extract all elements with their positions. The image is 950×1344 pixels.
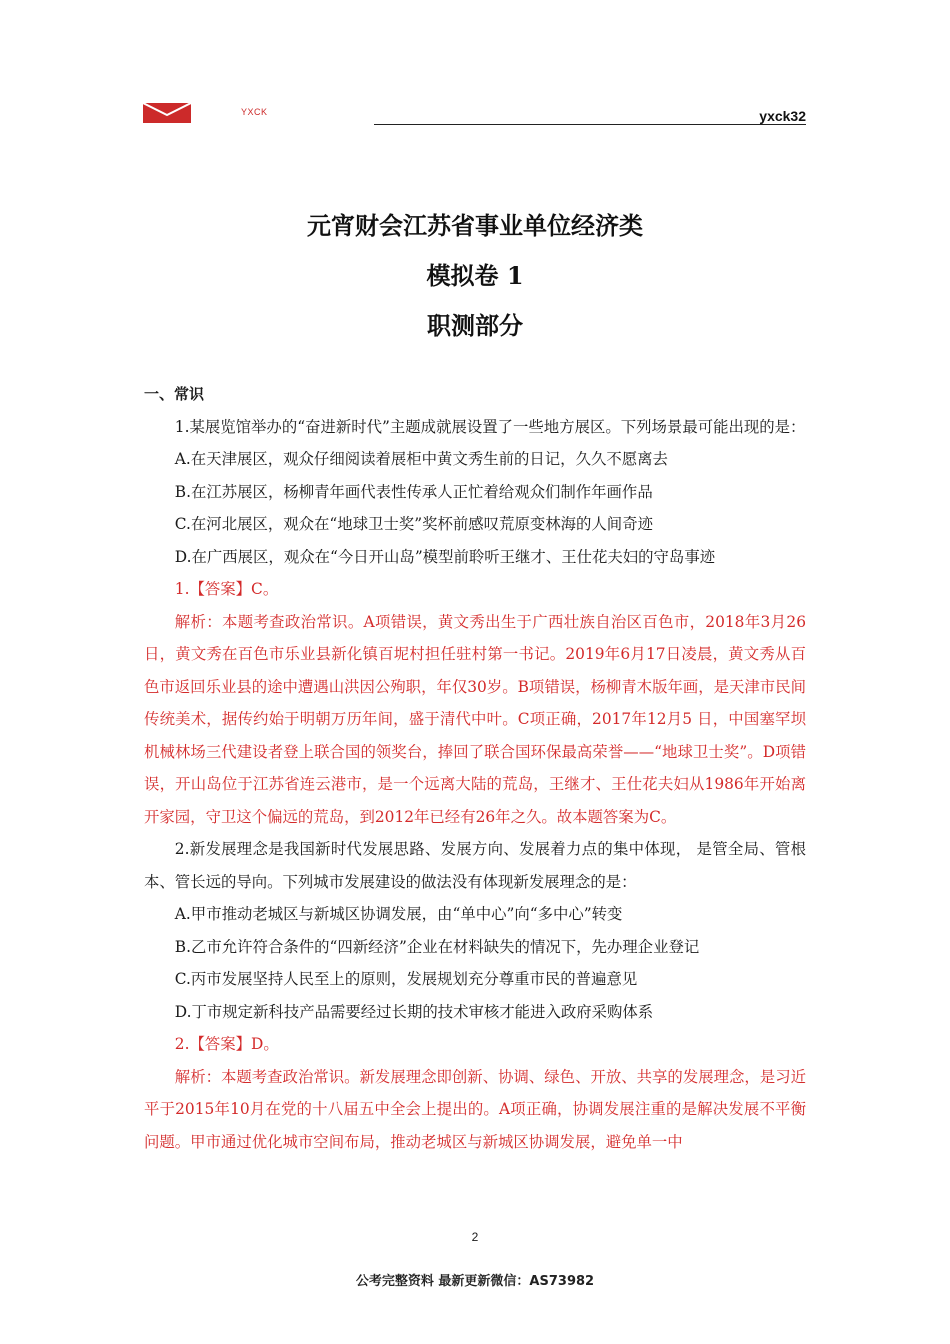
document-subtitle: 模拟卷 1	[426, 261, 524, 290]
footer-note: 公考完整资料 最新更新微信：AS73982	[355, 1274, 595, 1289]
question-1-option-b: B.在江苏展区，杨柳青年画代表性传承人正忙着给观众们制作年画作品	[174, 482, 653, 501]
question-1-option-c: C.在河北展区，观众在“地球卫士奖”奖杯前感叹荒原变林海的人间奇迹	[174, 515, 653, 533]
brand-logo	[143, 103, 191, 123]
document-body	[144, 378, 806, 1158]
section-title: 一、常识	[144, 385, 205, 403]
question-2-answer: 2.【答案】D。	[174, 1035, 279, 1053]
document-title: 元宵财会江苏省事业单位经济类	[307, 211, 643, 240]
page-number: 2	[471, 1230, 479, 1244]
question-1-option-d: D.在广西展区，观众在“今日开山岛”模型前聆听王继才、王仕花夫妇的守岛事迹	[174, 547, 716, 566]
question-2-option-b: B.乙市允许符合条件的“四新经济”企业在材料缺失的情况下，先办理企业登记	[174, 937, 700, 956]
logo-text: YXCK	[241, 107, 268, 117]
question-2-option-a: A.甲市推动老城区与新城区协调发展，由“单中心”向“多中心”转变	[174, 905, 623, 923]
question-2-option-c: C.丙市发展坚持人民至上的原则，发展规划充分尊重市民的普遍意见	[174, 970, 638, 988]
header-rule	[374, 124, 806, 125]
section-heading: 职测部分	[427, 311, 523, 340]
question-1-explanation: 解析：本题考查政治常识。A项错误，黄文秀出生于广西壮族自治区百色市，2018年3月26日，黄文秀在百色市乐业县新化镇百坭村担任驻村第一书记。2019年6月17日凌晨，黄文秀从百色市返回乐业县的途中遭遇山洪因公殉职，年仅30岁。B项错误，杨柳青木版年画，是天津市民间传统美术，据传约始于明朝万历年间，盛于清代中叶。C项正确，2017年12月5 日，中国塞罕坝机械林场三代建设者登上联合国的领奖台，捧回了联合国环保最高荣誉——“地球卫士奖”。D项错误，开山岛位于江苏省连云港市，是一个远离大陆的荒岛，王继才、王仕花夫妇从1986年开始离开家园，守卫这个偏远的荒岛，到2012年已经有26年之久。故本题答案为C。	[144, 612, 806, 826]
question-1-option-a: A.在天津展区，观众仔细阅读着展柜中黄文秀生前的日记，久久不愿离去	[174, 450, 668, 468]
question-2-stem: 2.新发展理念是我国新时代发展思路、发展方向、发展着力点的集中体现， 是管全局、管根本、管长远的导向。下列城市发展建设的做法没有体现新发展理念的是：	[144, 840, 806, 891]
question-1-stem: 1.某展览馆举办的“奋进新时代”主题成就展设置了一些地方展区。下列场景最可能出现的是：	[174, 417, 806, 436]
question-2-explanation: 解析：本题考查政治常识。新发展理念即创新、协调、绿色、开放、共享的发展理念，是习近平于2015年10月在党的十八届五中全会上提出的。A项正确，协调发展注重的是解决发展不平衡问题。甲市通过优化城市空间布局，推动老城区与新城区协调发展，避免单一中	[144, 1067, 806, 1151]
document-code: yxck32	[759, 108, 806, 124]
question-2-option-d: D.丁市规定新科技产品需要经过长期的技术审核才能进入政府采购体系	[174, 1002, 654, 1021]
question-1-answer: 1.【答案】C。	[174, 580, 279, 598]
